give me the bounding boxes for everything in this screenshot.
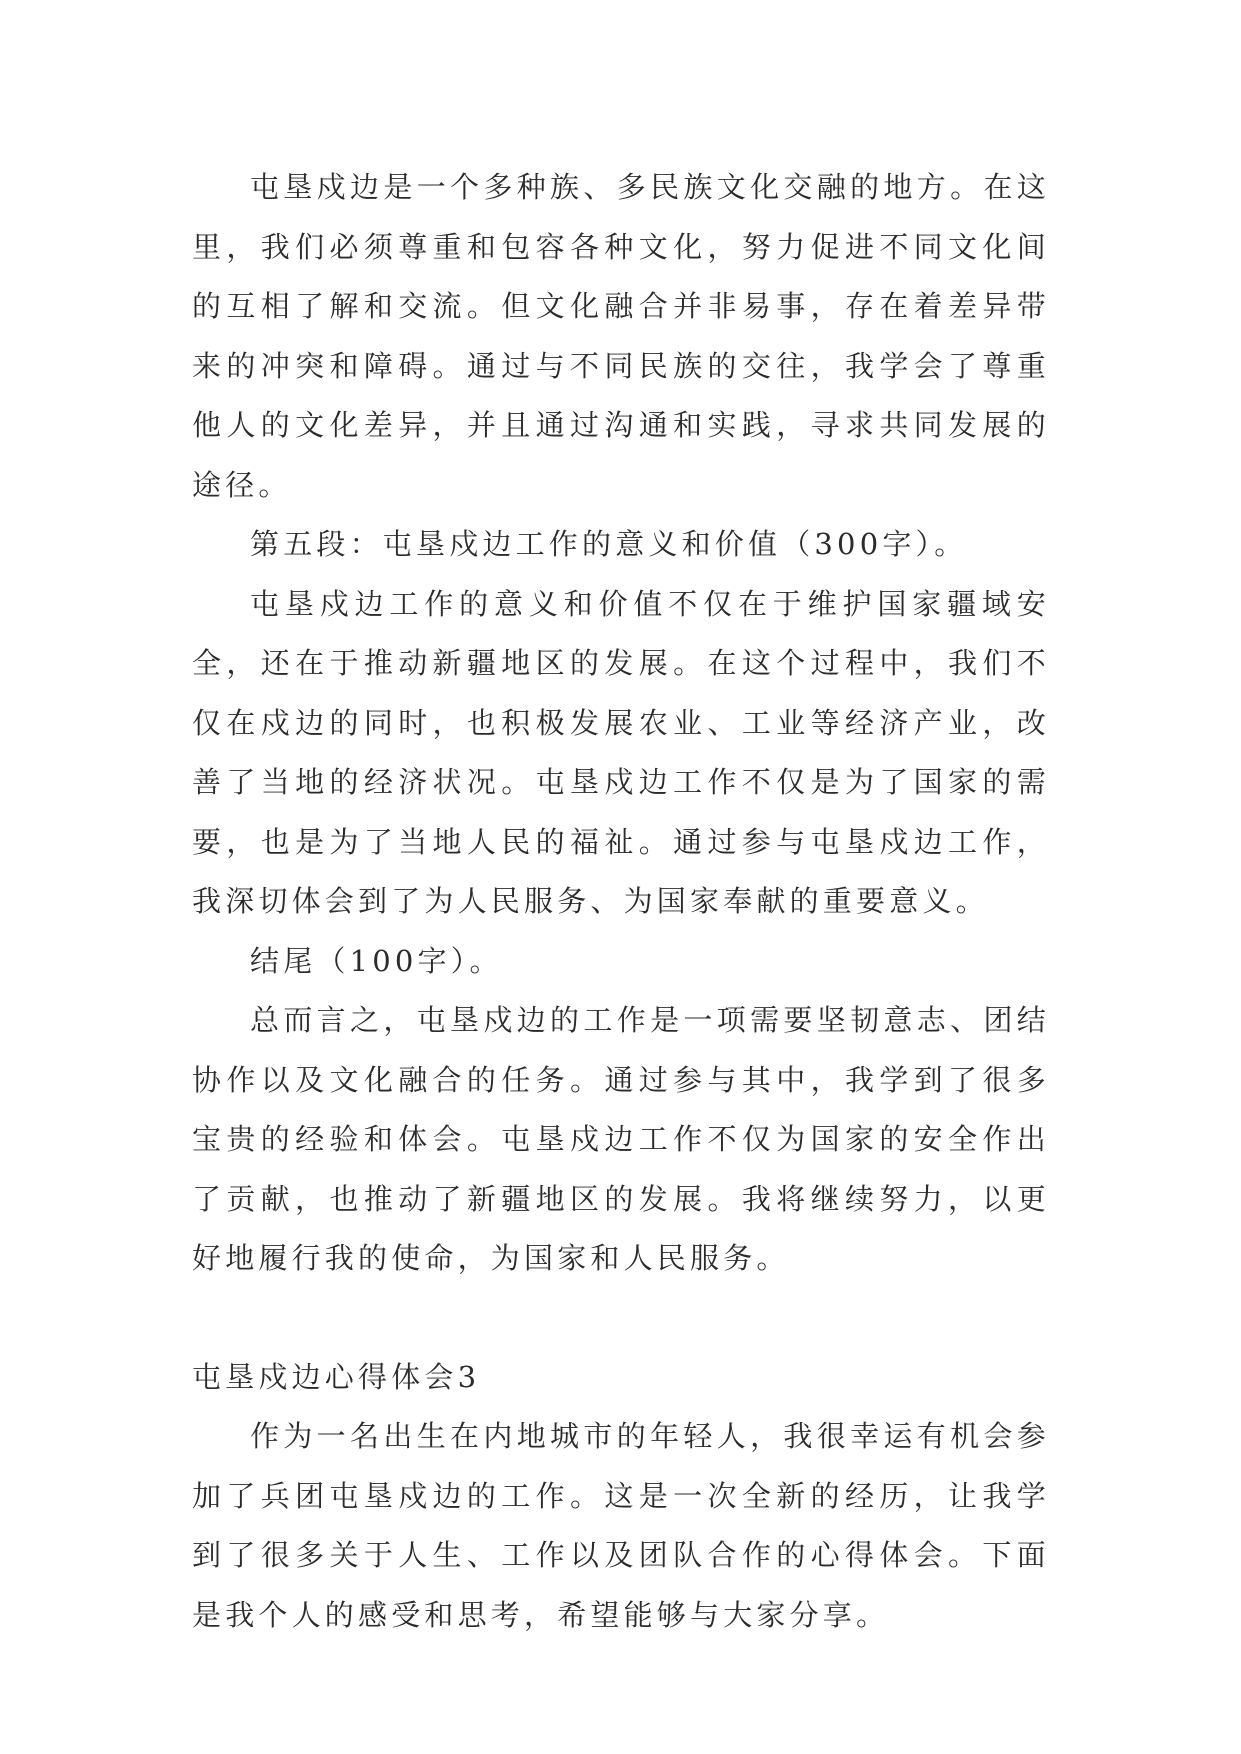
paragraph-significance: 屯垦戍边工作的意义和价值不仅在于维护国家疆域安全，还在于推动新疆地区的发展。在这个过程中，我们不仅在戍边的同时，也积极发展农业、工业等经济产业，改善了当地的经济状况。屯垦戍边工作不仅是为了国家的需要，也是为了当地人民的福祉。通过参与屯垦戍边工作，我深切体会到了为人民服务、为国家奉献的重要意义。 [192, 586, 1050, 918]
document-body [192, 158, 1050, 1645]
paragraph-conclusion-heading: 结尾（100字）。 [250, 943, 503, 978]
section-title: 屯垦戍边心得体会3 [192, 1359, 481, 1394]
paragraph-introduction: 作为一名出生在内地城市的年轻人，我很幸运有机会参加了兵团屯垦戍边的工作。这是一次全新的经历，让我学到了很多关于人生、工作以及团队合作的心得体会。下面是我个人的感受和思考，希望能够与大家分享。 [192, 1419, 1050, 1632]
paragraph-section-five-heading: 第五段：屯垦戍边工作的意义和价值（300字）。 [250, 527, 968, 561]
paragraph-cultural-fusion: 屯垦戍边是一个多种族、多民族文化交融的地方。在这里，我们必须尊重和包容各种文化，努力促进不同文化间的互相了解和交流。但文化融合并非易事，存在着差异带来的冲突和障碍。通过与不同民族的交往，我学会了尊重他人的文化差异，并且通过沟通和实践，寻求共同发展的途径。 [192, 170, 1050, 502]
paragraph-conclusion: 总而言之，屯垦戍边的工作是一项需要坚韧意志、团结协作以及文化融合的任务。通过参与其中，我学到了很多宝贵的经验和体会。屯垦戍边工作不仅为国家的安全作出了贡献，也推动了新疆地区的发展。我将继续努力，以更好地履行我的使命，为国家和人民服务。 [192, 1003, 1050, 1275]
